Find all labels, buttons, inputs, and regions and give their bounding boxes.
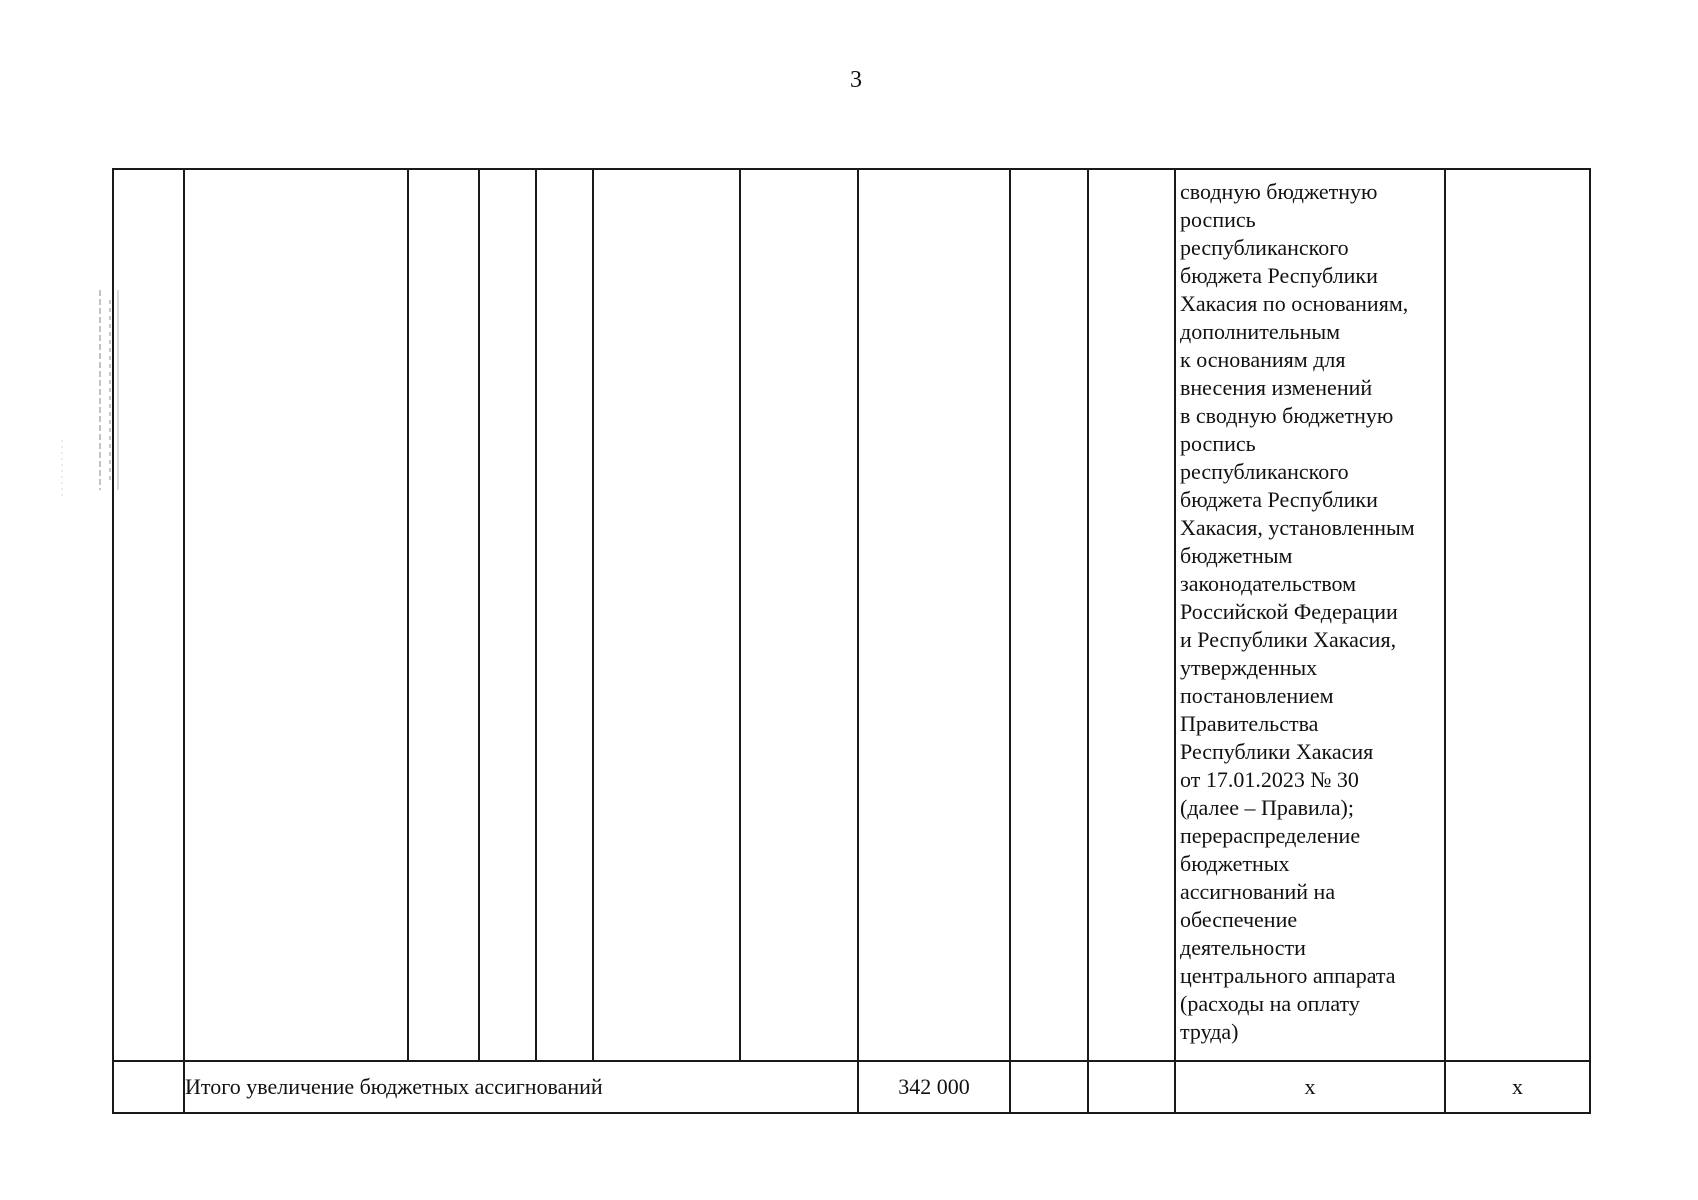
table-cell [858,169,1010,1061]
table-cell [593,169,740,1061]
table-cell [536,169,593,1061]
table-cell [408,169,479,1061]
total-label: Итого увеличение бюджетных ассигнований [184,1061,858,1113]
budget-allocation-table [112,168,1591,1114]
table-cell [1088,169,1175,1061]
table-row [113,169,1590,1061]
basis-cell [1175,169,1445,1061]
total-row [113,1061,1590,1113]
basis-text: сводную бюджетную роспись республиканского бюджета Республики Хакасия по основаниям, дополнительным к основаниям для внесения изменений в сводную бюджетную роспись республиканского бюджета Республики Хакасия, установленным бюджетным законодательством Российской Федерации и Республики Хакасия, утвержденных постановлением Правительства Республики Хакасия от 17.01.2023 № 30 (далее – Правила); перераспределение бюджетных ассигнований на обеспечение деятельности центрального аппарата (расходы на оплату труда) [1180,179,1415,1044]
table-cell [184,169,408,1061]
page-number: 3 [850,67,862,93]
table-cell [1445,169,1590,1061]
table-cell [113,1061,184,1113]
table-cell [1010,169,1088,1061]
table-cell [740,169,858,1061]
total-amount: 342 000 [858,1061,1010,1113]
table-cell [479,169,536,1061]
table-cell [1088,1061,1175,1113]
total-mark-basis: х [1175,1061,1445,1113]
table-cell [1010,1061,1088,1113]
total-mark-last: х [1445,1061,1590,1113]
table-cell [113,169,184,1061]
